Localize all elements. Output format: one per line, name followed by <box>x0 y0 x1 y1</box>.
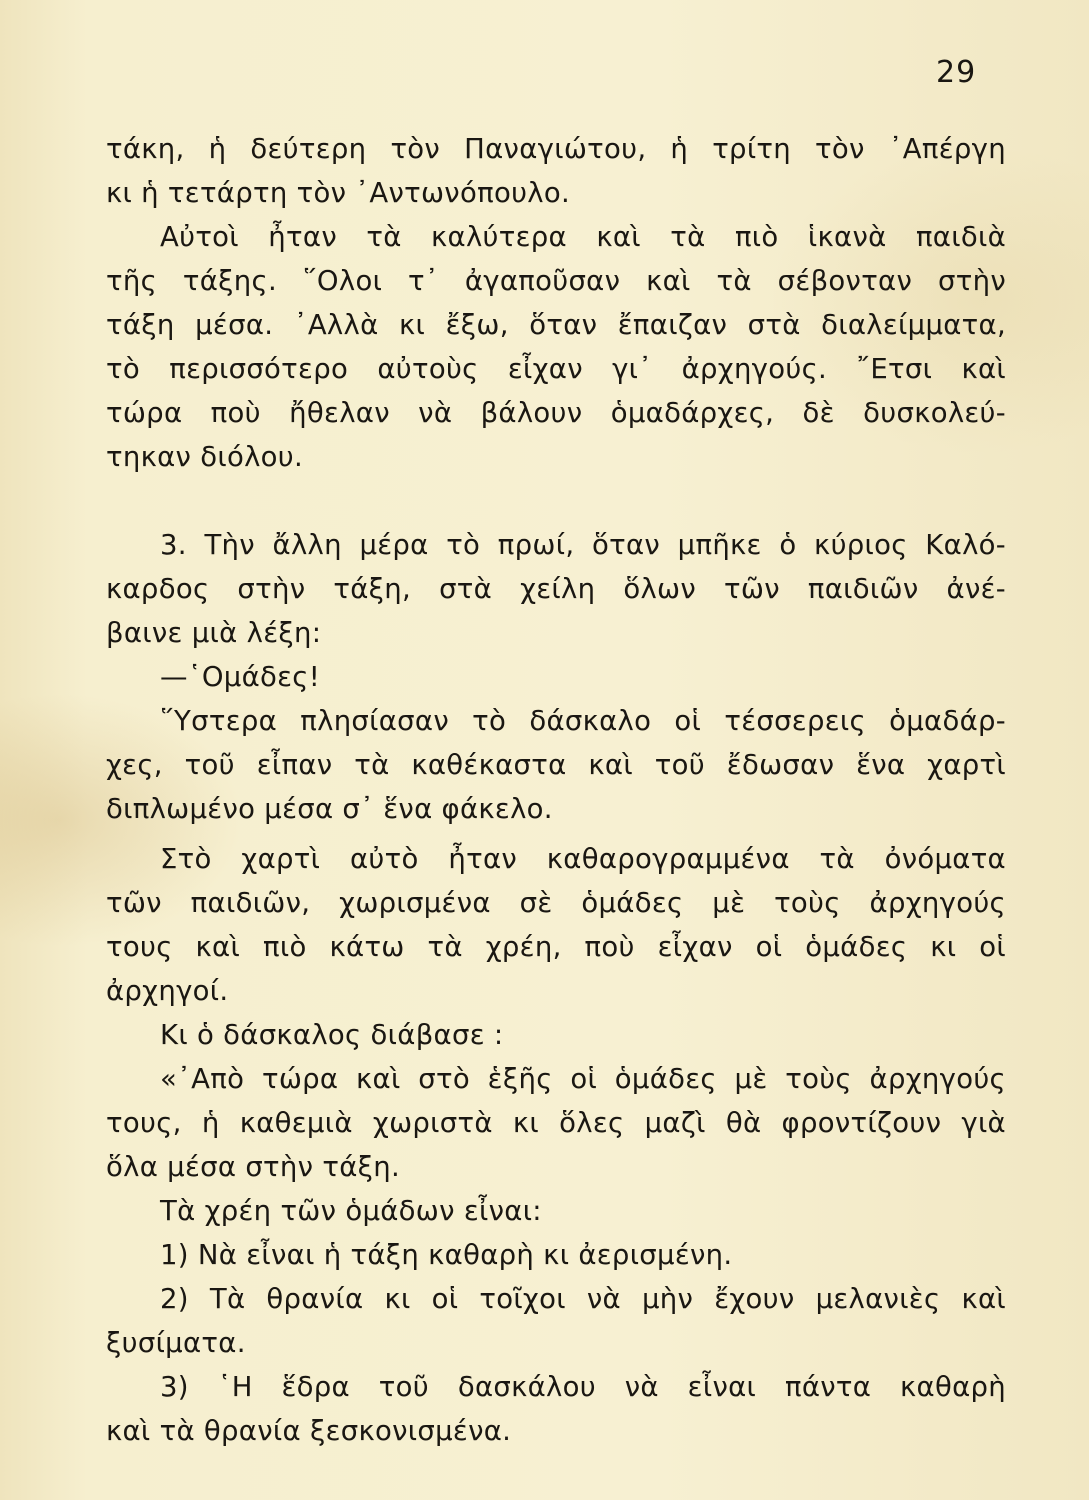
quote-line: ὅλα μέσα στὴν τάξη. <box>106 1151 401 1183</box>
text-line: διπλωμένο μέσα σ᾿ ἕνα φάκελο. <box>106 793 553 825</box>
text-line: τῶν παιδιῶν, χωρισμένα σὲ ὁμάδες μὲ τοὺς ἀρχηγούς <box>106 887 1006 919</box>
text-line: Στὸ χαρτὶ αὐτὸ ἦταν καθαρογραμμένα τὰ ὀνόματα <box>160 843 1006 875</box>
text-line: τάκη, ἡ δεύτερη τὸν Παναγιώτου, ἡ τρίτη τὸν ᾿Απέργη <box>106 133 1006 165</box>
page-text <box>106 127 1006 1453</box>
quote-line: Τὰ χρέη τῶν ὁμάδων εἶναι: <box>160 1195 542 1227</box>
dialogue-line: —῾Ομάδες! <box>160 661 321 693</box>
section-heading-line: 3. Τὴν ἄλλη μέρα τὸ πρωί, ὅταν μπῆκε ὁ κύριος Καλό- <box>160 529 1006 561</box>
quote-line: «᾿Απὸ τώρα καὶ στὸ ἑξῆς οἱ ὁμάδες μὲ τοὺς ἀρχηγούς <box>160 1063 1006 1095</box>
text-line: ἀρχηγοί. <box>106 975 229 1007</box>
text-line: καρδος στὴν τάξη, στὰ χείλη ὅλων τῶν παιδιῶν ἀνέ- <box>106 573 1006 605</box>
text-line: τῆς τάξης. ῞Ολοι τ᾿ ἀγαποῦσαν καὶ τὰ σέβονταν στὴν <box>106 265 1006 297</box>
text-line: βαινε μιὰ λέξη: <box>106 617 322 649</box>
text-line: Κι ὁ δάσκαλος διάβασε : <box>160 1019 504 1051</box>
page-number: 29 <box>936 55 977 90</box>
text-line: τὸ περισσότερο αὐτοὺς εἶχαν γι᾿ ἀρχηγούς. ῎Ετσι καὶ <box>106 353 1006 385</box>
list-item: 2) Τὰ θρανία κι οἱ τοῖχοι νὰ μὴν ἔχουν μελανιὲς καὶ <box>160 1283 1006 1315</box>
text-line: χες, τοῦ εἶπαν τὰ καθέκαστα καὶ τοῦ ἔδωσαν ἕνα χαρτὶ <box>106 749 1006 781</box>
text-line: τώρα ποὺ ἤθελαν νὰ βάλουν ὁμαδάρχες, δὲ δυσκολεύ- <box>106 397 1006 429</box>
text-line: τηκαν διόλου. <box>106 441 304 473</box>
list-item-continuation: ξυσίματα. <box>106 1327 246 1359</box>
list-item-continuation: καὶ τὰ θρανία ξεσκονισμένα. <box>106 1415 512 1447</box>
quote-line: τους, ἡ καθεμιὰ χωριστὰ κι ὅλες μαζὶ θὰ φροντίζουν γιὰ <box>106 1107 1006 1139</box>
text-line: κι ἡ τετάρτη τὸν ᾿Αντωνόπουλο. <box>106 177 571 209</box>
text-line: ῞Υστερα πλησίασαν τὸ δάσκαλο οἱ τέσσερεις ὁμαδάρ- <box>160 705 1006 737</box>
list-item: 3) ῾Η ἕδρα τοῦ δασκάλου νὰ εἶναι πάντα καθαρὴ <box>160 1371 1006 1403</box>
text-line: τους καὶ πιὸ κάτω τὰ χρέη, ποὺ εἶχαν οἱ ὁμάδες κι οἱ <box>106 931 1006 963</box>
list-item: 1) Νὰ εἶναι ἡ τάξη καθαρὴ κι ἀερισμένη. <box>160 1239 733 1271</box>
text-line: τάξη μέσα. ᾿Αλλὰ κι ἔξω, ὅταν ἔπαιζαν στὰ διαλείμματα, <box>106 309 1006 341</box>
text-line: Αὐτοὶ ἦταν τὰ καλύτερα καὶ τὰ πιὸ ἱκανὰ παιδιὰ <box>160 221 1006 253</box>
